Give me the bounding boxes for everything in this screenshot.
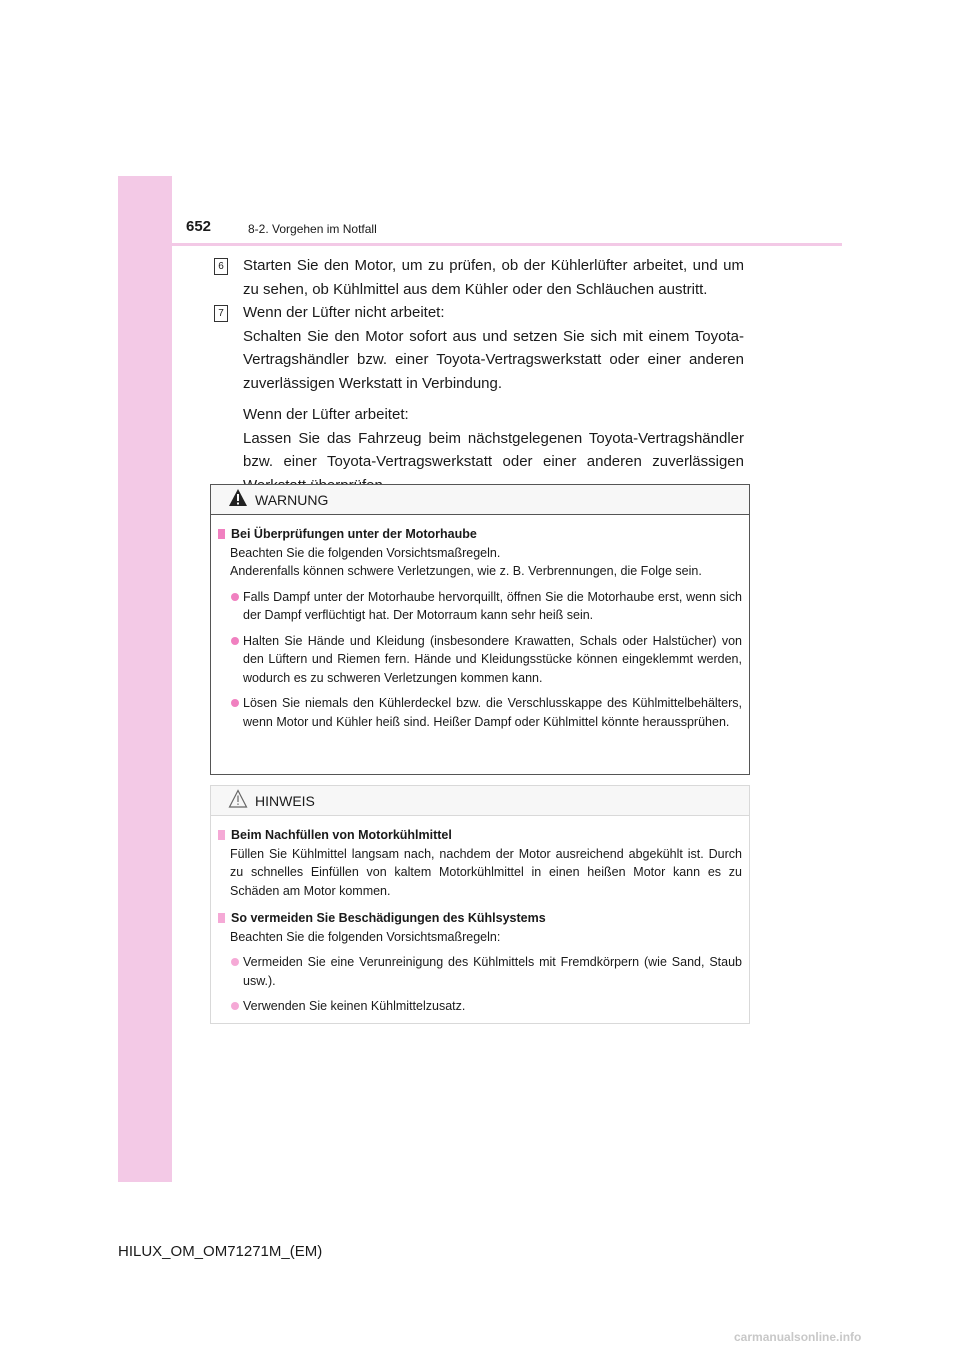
warning-box (210, 484, 750, 775)
notice-heading-1: Beim Nachfüllen von Motorkühlmittel (218, 826, 742, 845)
warning-intro-2: Anderenfalls können schwere Verletzungen, wie z. B. Verbrennungen, die Folge sein. (230, 564, 702, 578)
header-rule (118, 243, 842, 246)
page-number: 652 (186, 218, 212, 235)
list-item: Halten Sie Hände und Kleidung (insbesondere Krawatten, Schals oder Halstücher) von den Lüftern und Riemen fern. Hände und Kleidungsstücke können eingeklemmt werden, wodurch es zu schweren Verletzungen kommen kann. (218, 632, 742, 688)
warning-heading: Bei Überprüfungen unter der Motorhaube (218, 525, 742, 544)
list-item: Falls Dampf unter der Motorhaube hervorquillt, öffnen Sie die Motorhaube erst, wenn sich der Dampf verflüchtigt hat. Der Motorraum kann sehr heiß sein. (218, 588, 742, 625)
bullet-dot-icon (231, 593, 239, 601)
list-item: Lösen Sie niemals den Kühlerdeckel bzw. die Verschlusskappe des Kühlmittelbehälters, wenn Motor und Kühler heiß sind. Heißer Dampf oder Kühlmittel könnte heraussprühen. (218, 694, 742, 731)
step-text: Starten Sie den Motor, um zu prüfen, ob der Kühlerlüfter arbeitet, und um zu sehen, ob Kühlmittel aus dem Kühler oder den Schläuchen austritt. (243, 257, 744, 298)
warning-header (211, 485, 749, 515)
notice-text-1: Füllen Sie Kühlmittel langsam nach, nachdem der Motor ausreichend abgekühlt ist. Durch zu schnelles Einfüllen von kaltem Motorkühlmittel in einen heißen Motor kann es zu Schäden am Motor kommen. (230, 846, 742, 898)
list-item: Vermeiden Sie eine Verunreinigung des Kühlmittels mit Fremdkörpern (wie Sand, Staub usw.). (218, 953, 742, 990)
notice-heading-2: So vermeiden Sie Beschädigungen des Kühlsystems (218, 909, 742, 928)
footer-doc-id: HILUX_OM_OM71271M_(EM) (118, 1243, 323, 1260)
step-text: Wenn der Lüfter arbeitet: (243, 406, 409, 423)
square-bullet-icon (218, 830, 225, 840)
step-number: 6 (214, 258, 228, 275)
section-title: 8-2. Vorgehen im Notfall (248, 222, 377, 236)
step-text: Wenn der Lüfter nicht arbeitet: (243, 304, 445, 321)
warning-triangle-icon (228, 488, 248, 508)
chapter-tab-strip (118, 176, 172, 1182)
warning-body (211, 515, 749, 731)
notice-header (211, 786, 749, 816)
step-text: Schalten Sie den Motor sofort aus und setzen Sie sich mit einem Toyota-Vertragshändler bzw. einer Toyota-Vertragswerkstatt oder einer anderen zuverlässigen Werkstatt in Verbindung. (243, 327, 744, 392)
square-bullet-icon (218, 913, 225, 923)
caution-triangle-outline-icon (228, 789, 248, 809)
step-number: 7 (214, 305, 228, 322)
notice-title: HINWEIS (255, 793, 315, 809)
bullet-dot-icon (231, 637, 239, 645)
bullet-dot-icon (231, 699, 239, 707)
square-bullet-icon (218, 529, 225, 539)
notice-body (211, 816, 749, 1016)
warning-intro: Beachten Sie die folgenden Vorsichtsmaßregeln. (230, 545, 501, 560)
list-item: Verwenden Sie keinen Kühlmittelzusatz. (218, 997, 742, 1016)
step-7 (214, 301, 744, 497)
step-text: Lassen Sie das Fahrzeug beim nächstgelegenen Toyota-Vertragshändler bzw. einer Toyota-Vertragswerkstatt oder einer anderen zuverlässigen (243, 429, 744, 470)
bullet-dot-icon (231, 1002, 239, 1010)
bullet-dot-icon (231, 958, 239, 966)
step-6 (214, 254, 744, 301)
warning-title: WARNUNG (255, 492, 329, 508)
notice-box (210, 785, 750, 1024)
watermark: carmanualsonline.info (734, 1330, 862, 1344)
notice-text-2: Beachten Sie die folgenden Vorsichtsmaßregeln: (230, 929, 501, 944)
